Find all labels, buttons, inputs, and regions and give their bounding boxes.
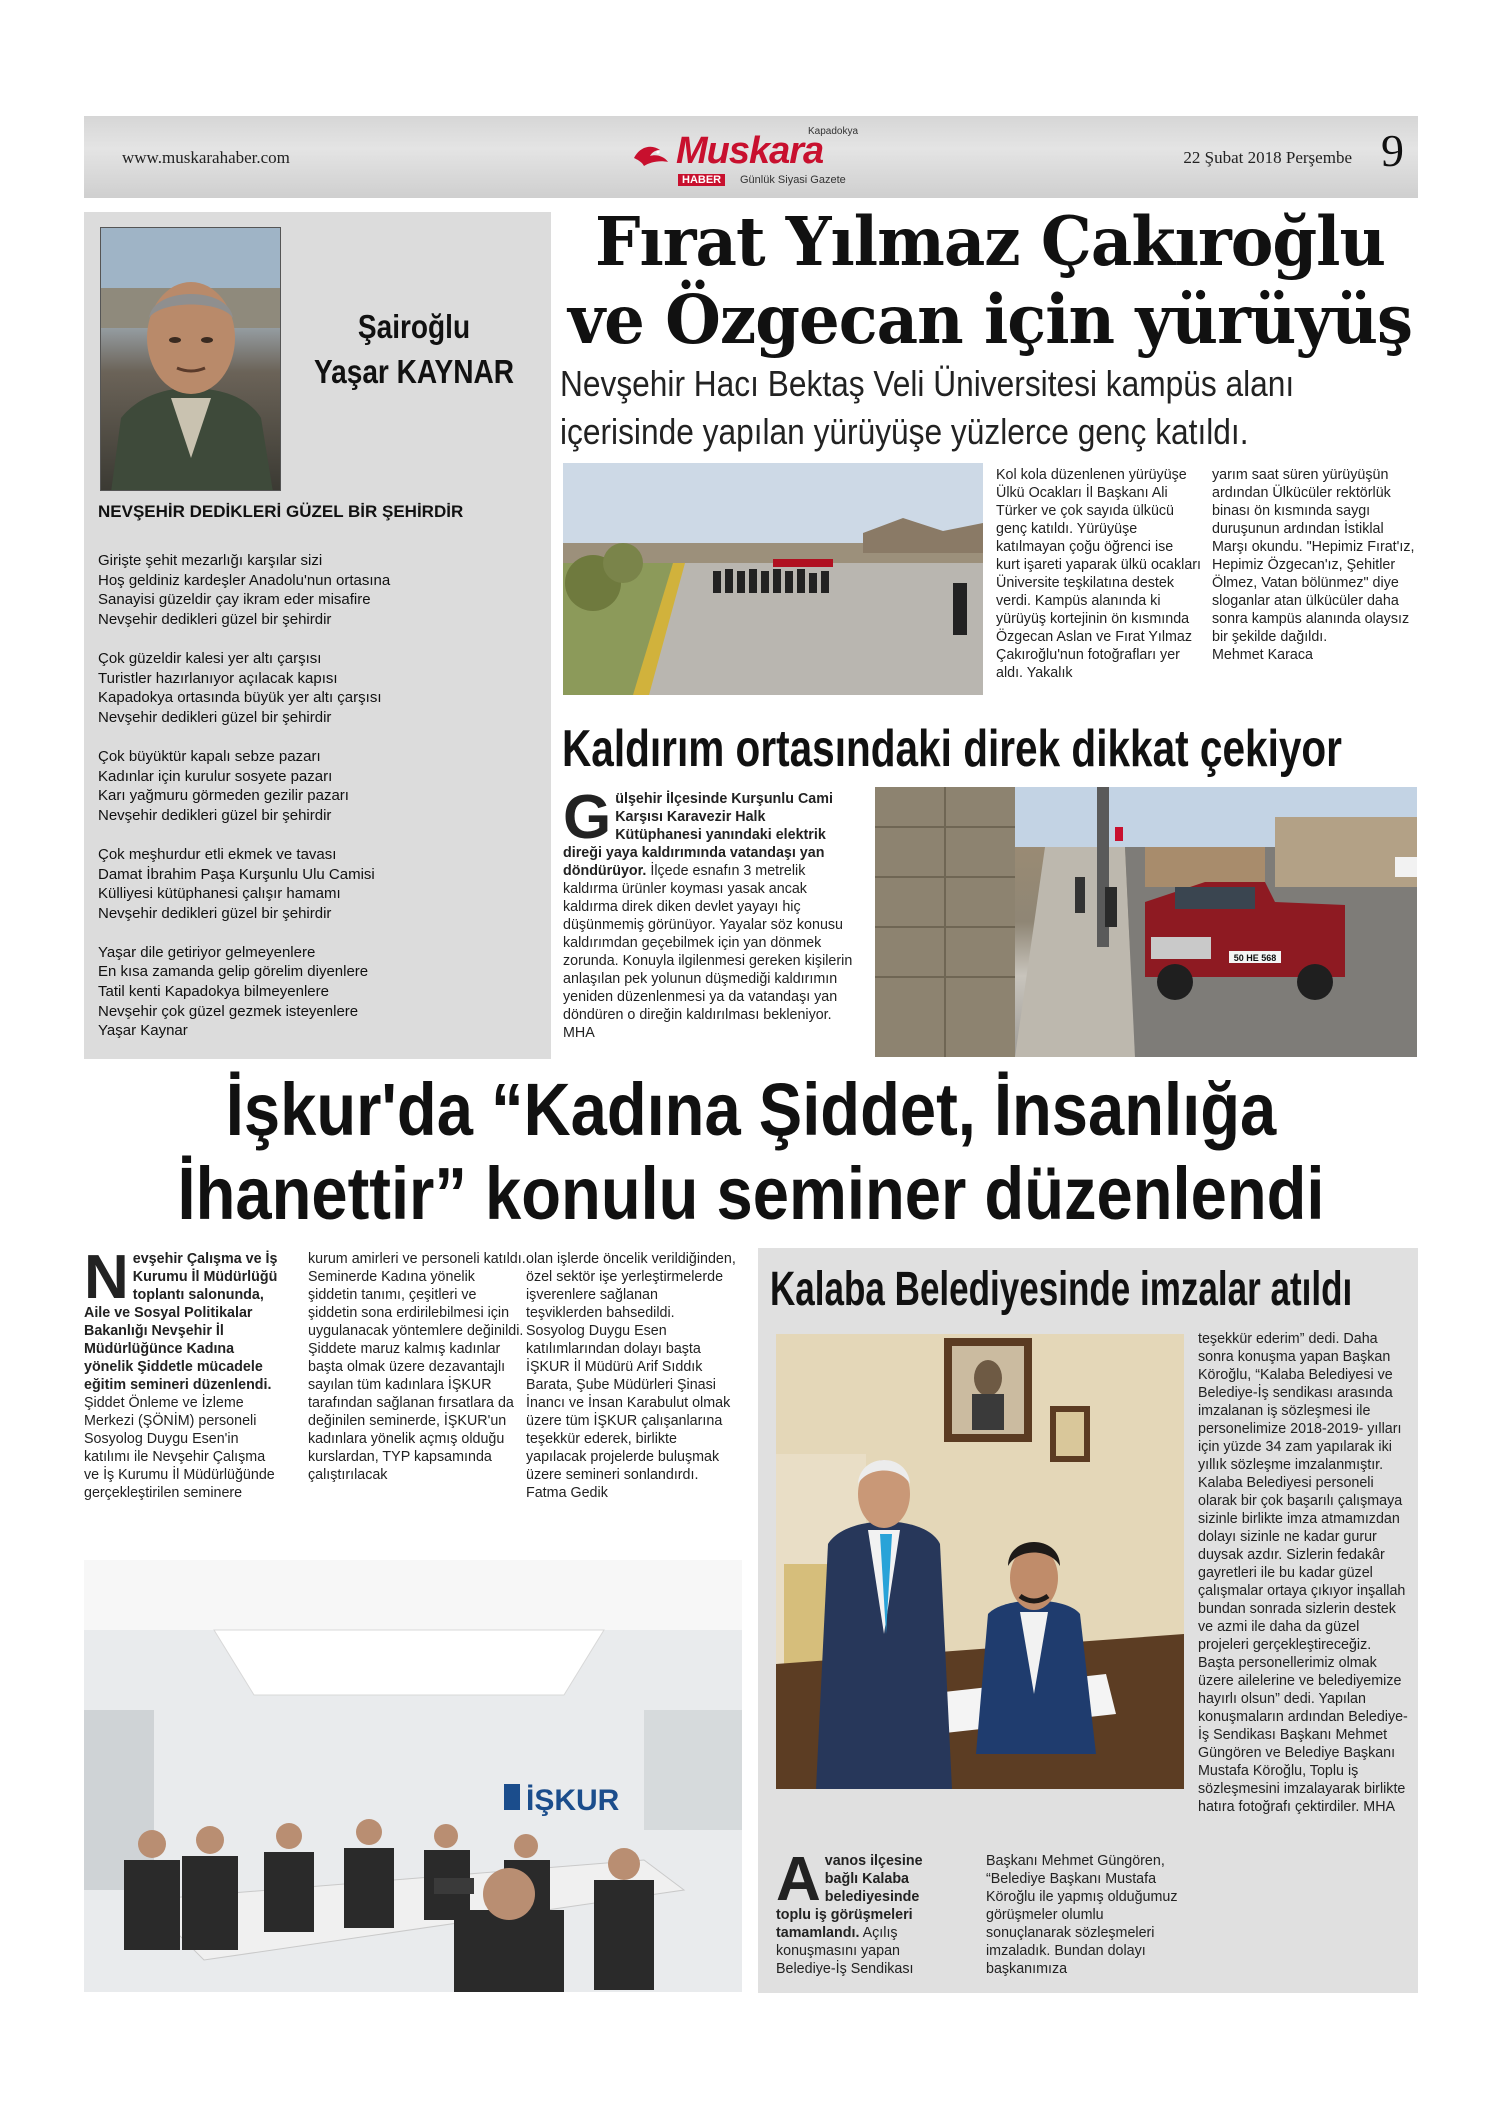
iskur-dropcap: N [84,1243,129,1312]
kalaba-column-1-text: Açılış konuşmasını yapan Belediye-İş Sendikası [776,1925,914,1977]
poem-line: Tatil kenti Kapadokya bilmeyenlere [98,983,329,1001]
poem-line: En kısa zamanda gelip görelim diyenlere [98,963,369,981]
poem-line: Nevşehir dedikleri güzel bir şehirdir [98,904,332,922]
poem-stanza [98,845,538,923]
poem-title: NEVŞEHİR DEDİKLERİ GÜZEL BİR ŞEHİRDİR [98,502,464,521]
march-byline: Mehmet Karaca [1212,647,1313,663]
poem-line: Karı yağmuru görmeden gezilir pazarı [98,787,349,805]
poem-stanza [98,747,538,825]
march-photo [563,463,983,695]
pole-dropcap: G [563,783,612,852]
poem-stanza [98,649,538,727]
march-headline-line2: ve Özgecan için yürüyüş [567,280,1413,360]
poem-stanza [98,943,538,1041]
kalaba-box [758,1248,1418,1993]
pole-body [563,783,853,1042]
march-column-2 [1212,466,1422,664]
kalaba-dropcap: A [776,1845,821,1914]
portrait-image [101,228,281,491]
march-headline-line1: Fırat Yılmaz Çakıroğlu [595,203,1385,282]
kalaba-photo [776,1334,1184,1789]
march-headline[interactable] [560,204,1420,359]
poem-signature: Yaşar Kaynar [98,1022,188,1040]
pole-photo [875,787,1417,1057]
iskur-wall-sign: İŞKUR [526,1784,620,1817]
poem-line: Hoş geldiniz kardeşler Anadolu'nun ortasına [98,571,391,589]
pole-photo-image [875,787,1417,1057]
kalaba-lead: vanos ilçesine bağlı Kalaba belediyesinde toplu iş görüşmeleri tamamlandı. [776,1853,923,1941]
poem-line: Kapadokya ortasında büyük yer altı çarşısı [98,689,382,707]
poem-line: Nevşehir dedikleri güzel bir şehirdir [98,708,332,726]
iskur-headline-line2: İhanettir” konulu seminer düzenlendi [177,1152,1325,1235]
page-header [84,116,1418,198]
poet-name-line2: Yaşar KAYNAR [313,353,515,390]
poem-stanza [98,551,538,629]
poem-line: Yaşar dile getiriyor gelmeyenlere [98,943,316,961]
poem-line: Nevşehir çok güzel gezmek isteyenlere [98,1002,359,1020]
issue-date: 22 Şubat 2018 Perşembe [1183,148,1352,167]
logo-region: Kapadokya [808,126,859,137]
license-plate: 50 HE 568 [1233,953,1277,963]
poet-name [304,304,525,394]
newspaper-logo[interactable] [630,126,890,190]
poem-body [98,551,538,1060]
poem-line: Çok meşhurdur etli ekmek ve tavası [98,845,337,863]
pole-lead: ülşehir İlçesinde Kurşunlu Cami Karşısı Karavezir Halk Kütüphanesi yanındaki elektrik direği yaya kaldırımında vatandaşı yan döndürüyor. [563,791,833,879]
march-photo-image [563,463,983,695]
iskur-photo-image [84,1560,742,1992]
iskur-photo [84,1560,742,1992]
logo-wordmark: Muskara [676,130,824,172]
kalaba-column-1 [776,1845,931,1978]
iskur-column-1 [84,1243,284,1502]
iskur-column-3: olan işlerde öncelik verildiğinden, özel sektör işe yerleştirmelerde işverenlere sağlanan teşviklerden bahsedildi. Sosyolog Duygu Esen katılımlarından dolayı başta İŞKUR İl Müdürü Arif Sıddık Barata, Şube Müdürleri Şinasi İnancı ve İnsan Karabulut olmak üzere tüm İŞKUR çalışanlarına teşekkür ederek, birlikte yapılacak projelerde buluşmak üzere semineri sonlandırdı. Fatma Gedik [526,1251,736,1501]
poet-photo [100,227,281,491]
march-column-1: Kol kola düzenlenen yürüyüşe Ülkü Ocakları İl Başkanı Ali Türker ve çok sayıda ülkücü genç katıldı. Yürüyüşe katılmayan çoğu öğrenci ise kurt işareti yaparak ülkü ocakları Üniversite teşkilatına destek verdi. Kampüs alanında ki yürüyüş kortejinin ön kısmında Özgecan Aslan ve Fırat Yılmaz Çakıroğlu'nun fotoğrafları yer aldı. Yakalık [996,467,1202,681]
kalaba-headline[interactable]: Kalaba Belediyesinde imzalar atıldı [770,1263,1353,1316]
poem-line: Sanayisi güzeldir çay ikram eder misafire [98,591,371,609]
iskur-lead: evşehir Çalışma ve İş Kurumu İl Müdürlüğü toplantı salonunda, Aile ve Sosyal Politikalar Bakanlığı Nevşehir İl Müdürlüğünce Kadına yönelik Şiddetle mücadele eğitim semineri düzenlendi. [84,1251,278,1393]
page-number: 9 [1381,125,1404,176]
poem-line: Nevşehir dedikleri güzel bir şehirdir [98,806,332,824]
pole-text: İlçede esnafın 3 metrelik kaldırma ürünler koyması yasak ancak kaldırma direk diken devlet yayayı hiç düşünmemiş görünüyor. Yayalar söz konusu kaldırımdan geçebilmek için yan dönmek zorunda. Konuyla ilgilenmesi gereken kişilerin anlaşılan pek yolunun düşmediği kaldırımın yeniden düzenlenmesi ya da vatandaşı yan döndüren o direğin kaldırılması bekleniyor. MHA [563,863,853,1041]
poet-name-line1: Şairoğlu [357,308,471,345]
kalaba-column-3: teşekkür ederim” dedi. Daha sonra konuşma yapan Başkan Köroğlu, “Kalaba Belediyesi ve Belediye-İş sendikası arasında imzalanan iş sözleşmesi ile personelimize 2018-2019- yılları için yüzde 34 zam yapılarak iki yıllık sözleşme imzalanmıştır. Kalaba Belediyesi personeli olarak bir çok başarılı çalışmaya sizinle birlikte imza atmamızdan dolayı sizinle ne kadar gurur duysak azdır. Sizlerin fedakâr gayretleri ile bu kadar güzel çalışmalar ortaya çıkıyor inşallah bundan sonrada sizlerin destek ve azmi ile daha da güzel projeleri gerçekleştireceğiz. Başta personellerimiz olmak üzere ailelerine ve belediyemize hayırlı olsun” dedi. Yapılan konuşmaların ardından Belediye-İş Sendikası Başkanı Mehmet Güngören ve Belediye Başkanı Mustafa Köroğlu, Toplu iş sözleşmesini imzalayarak birlikte hatıra fotoğrafı çektirdiler. MHA [1198,1331,1408,1815]
iskur-headline-line1: İşkur'da “Kadına Şiddet, İnsanlığa [225,1068,1277,1151]
poem-line: Turistler hazırlanıyor açılacak kapısı [98,669,338,687]
march-column-2-text: yarım saat süren yürüyüşün ardından Ülkücüler rektörlük binası ön kısmında saygı duruşunun ardından İstiklal Marşı okundu. "Hepimiz Fırat'ız, Hepimiz Özgecan'ız, Şehitler Ölmez, Vatan bölünmez" diye sloganlar atan ülkücüler daha sonra kampüs alanında olaysız bir şekilde dağıldı. [1212,467,1415,645]
poem-line: Damat İbrahim Paşa Kurşunlu Ulu Camisi [98,865,375,883]
poem-line: Çok büyüktür kapalı sebze pazarı [98,747,321,765]
iskur-column-2: kurum amirleri ve personeli katıldı. Seminerde Kadına yönelik şiddetin tanımı, çeşitleri ve şiddetin sona erdirilebilmesi için uygulanacak yöntemlere değinildi. Şiddete maruz kalmış kadınlar başta olmak üzere dezavantajlı sayılan tüm kadınlara İŞKUR tarafından sağlanan fırsatlara da değinilen seminerde, İŞKUR'un kadınlara yönelik açmış olduğu kurslardan, TYP kapsamında çalıştırılacak [308,1251,526,1483]
site-url[interactable]: www.muskarahaber.com [122,148,290,167]
poem-box [84,212,551,1059]
pole-headline[interactable]: Kaldırım ortasındaki direk dikkat çekiyor [562,720,1342,778]
poem-line: Girişte şehit mezarlığı karşılar sizi [98,552,323,569]
logo-tagline: Günlük Siyasi Gazete [740,174,846,186]
poem-line: Nevşehir dedikleri güzel bir şehirdir [98,610,332,628]
kalaba-photo-image [776,1334,1184,1789]
bird-icon [630,140,672,170]
poem-line: Çok güzeldir kalesi yer altı çarşısı [98,649,322,667]
march-subheadline-line1: Nevşehir Hacı Bektaş Veli Üniversitesi kampüs alanı [560,363,1295,404]
poem-line: Kadınlar için kurulur sosyete pazarı [98,767,333,785]
logo-haber: HABER [678,174,725,186]
iskur-headline[interactable] [84,1068,1418,1236]
iskur-column-1-text: Şiddet Önleme ve İzleme Merkezi (ŞÖNİM) personeli Sosyolog Duygu Esen'in katılımı ile Nevşehir Çalışma ve İş Kurumu İl Müdürlüğünde gerçekleştirilen seminere [84,1395,275,1501]
march-subheadline [560,360,1317,456]
march-subheadline-line2: içerisinde yapılan yürüyüşe yüzlerce genç katıldı. [560,411,1249,452]
kalaba-column-2: Başkanı Mehmet Güngören, “Belediye Başkanı Mustafa Köroğlu ile yapmış olduğumuz görüşmeler olumlu sonuçlanarak sözleşmeleri imzaladık. Bundan dolayı başkanımıza [986,1853,1178,1977]
poem-line: Külliyesi kütüphanesi çalışır hamamı [98,885,341,903]
